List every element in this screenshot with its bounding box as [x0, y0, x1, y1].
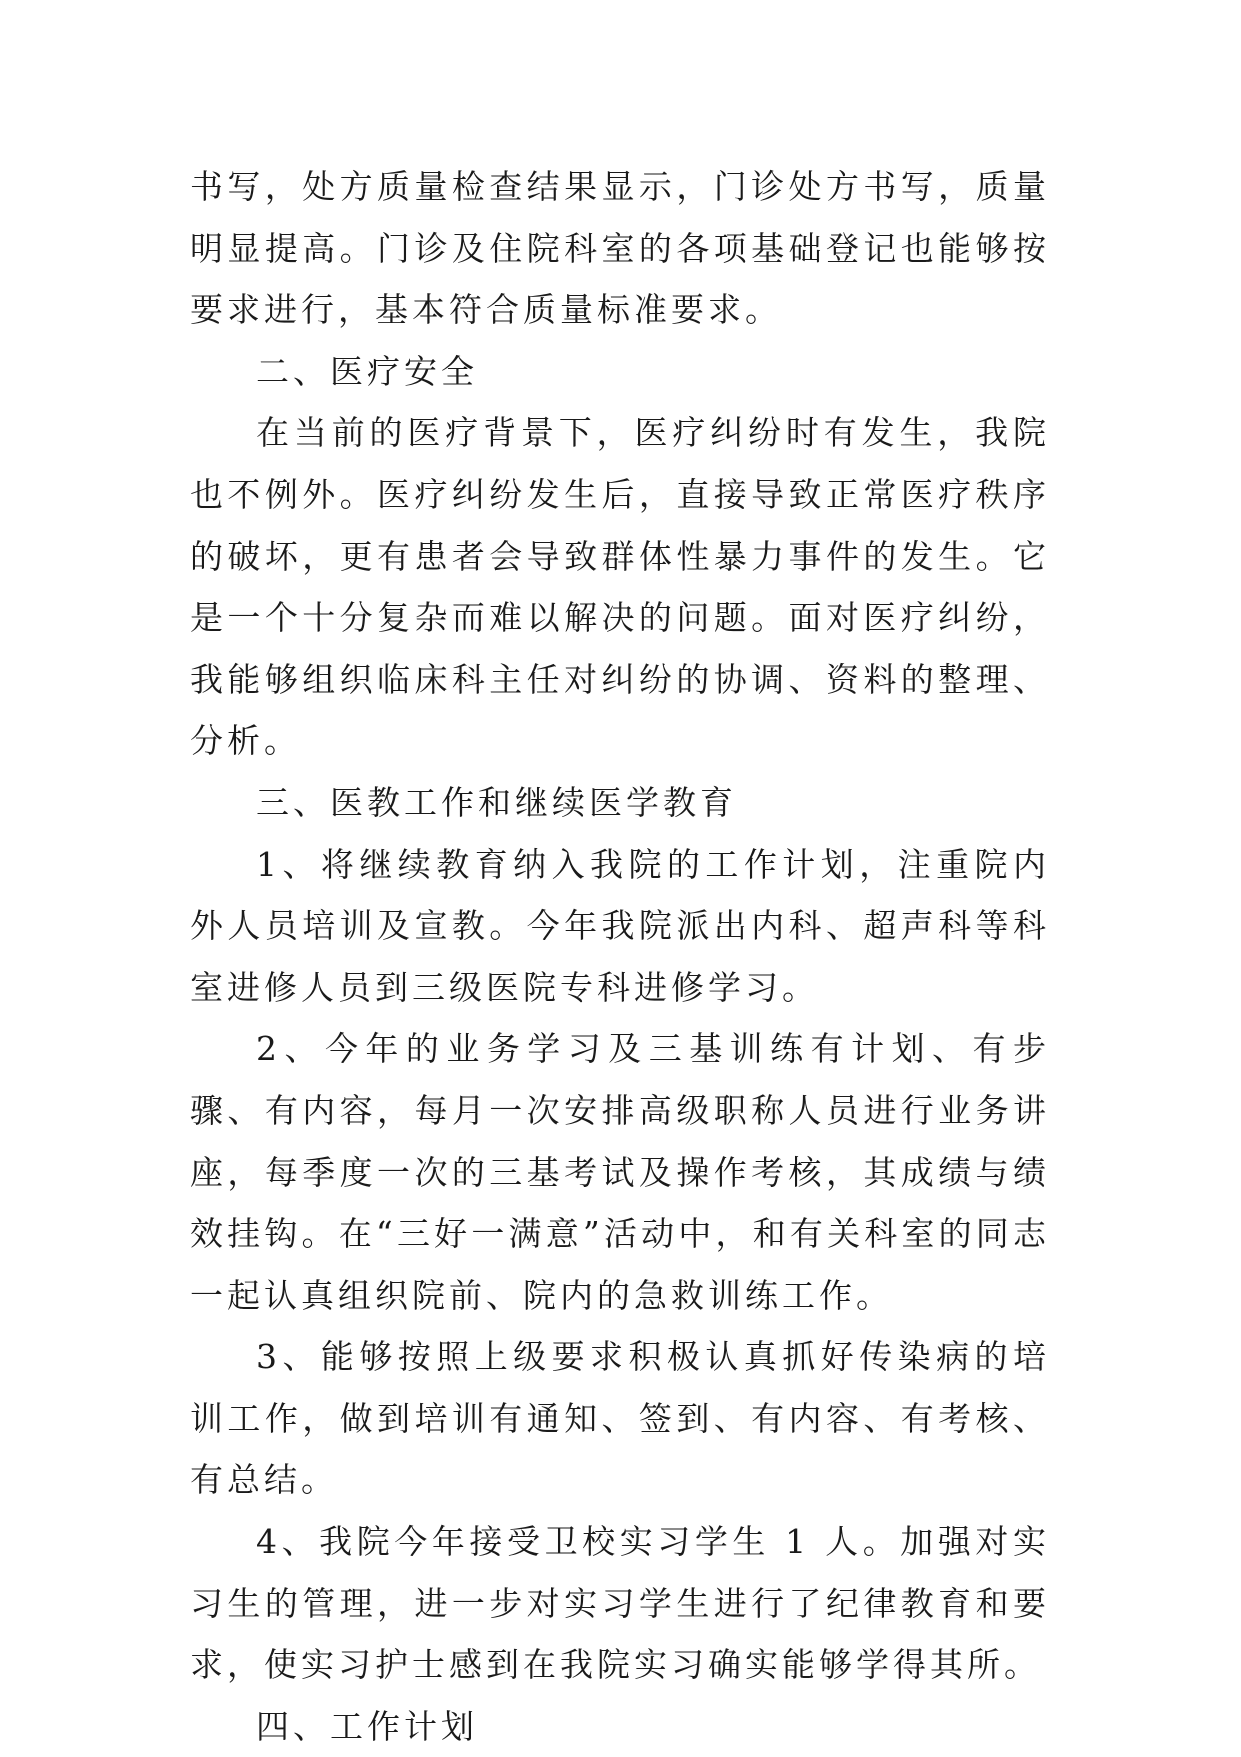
paragraph-item-4: 4、我院今年接受卫校实习学生 1 人。加强对实习生的管理，进一步对实习学生进行了纪律教育和要求，使实习护士感到在我院实习确实能够学得其所。 [190, 1522, 1050, 1685]
paragraph-item-3: 3、能够按照上级要求积极认真抓好传染病的培训工作，做到培训有通知、签到、有内容、有考核、有总结。 [190, 1337, 1050, 1500]
paragraph-continued: 书写，处方质量检查结果显示，门诊处方书写，质量明显提高。门诊及住院科室的各项基础登记也能够按要求进行，基本符合质量标准要求。 [190, 167, 1050, 330]
section-heading-work-plan: 四、工作计划 [256, 1706, 478, 1746]
paragraph-item-1: 1、将继续教育纳入我院的工作计划，注重院内外人员培训及宣教。今年我院派出内科、超声科等科室进修人员到三级医院专科进修学习。 [190, 844, 1050, 1007]
paragraph-medical-disputes: 在当前的医疗背景下，医疗纠纷时有发生，我院也不例外。医疗纠纷发生后，直接导致正常医疗秩序的破坏，更有患者会导致群体性暴力事件的发生。它是一个十分复杂而难以解决的问题。面对医疗纠纷，我能够组织临床科主任对纠纷的协调、资料的整理、分析。 [190, 413, 1050, 761]
section-heading-medical-education: 三、医教工作和继续医学教育 [256, 782, 737, 822]
section-heading-medical-safety: 二、医疗安全 [256, 351, 478, 391]
paragraph-item-2: 2、今年的业务学习及三基训练有计划、有步骤、有内容，每月一次安排高级职称人员进行业务讲座，每季度一次的三基考试及操作考核，其成绩与绩效挂钩。在“三好一满意”活动中，和有关科室的同志一起认真组织院前、院内的急救训练工作。 [190, 1029, 1050, 1315]
document-body [190, 156, 1050, 1757]
